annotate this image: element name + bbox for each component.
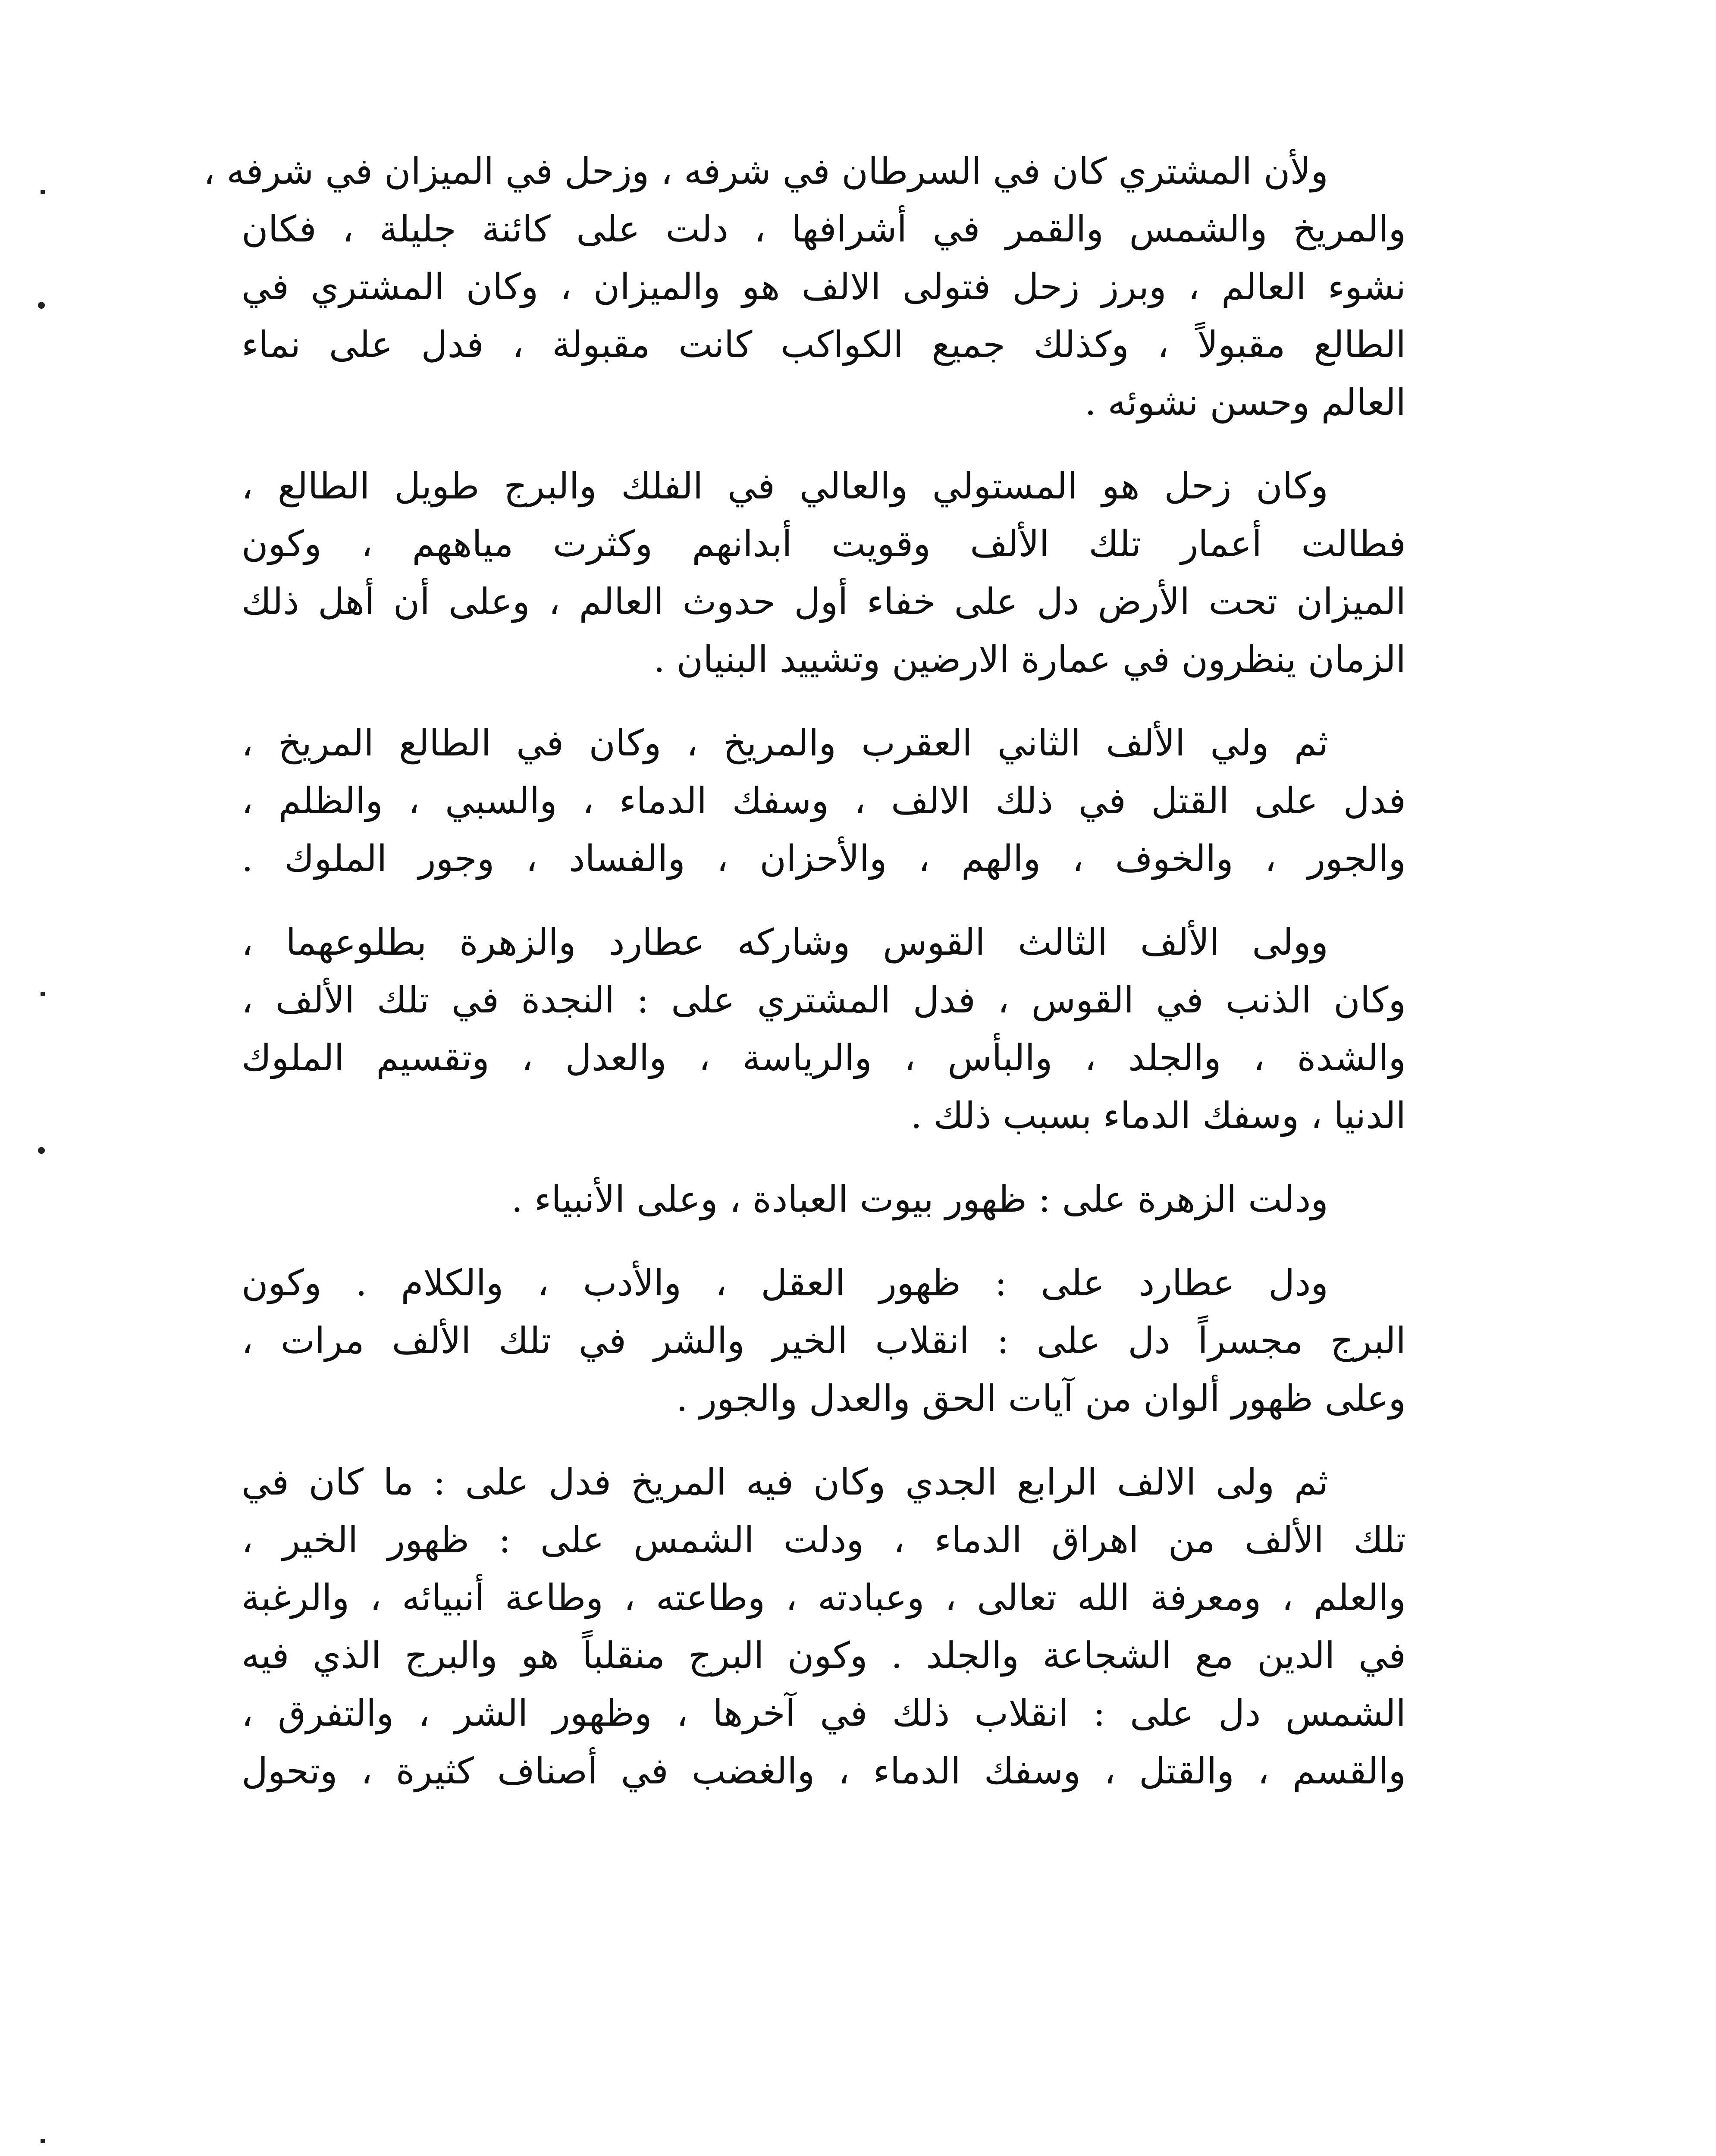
margin-speck (38, 1147, 45, 1154)
text-line: الطالع مقبولاً ، وكذلك جميع الكواكب كانت مقبولة ، فدل على نماء (242, 323, 1406, 366)
text-line: الشمس دل على : انقلاب ذلك في آخرها ، وظهور الشر ، والتفرق ، (242, 1692, 1406, 1734)
body-text (203, 142, 1406, 1826)
text-line: والقسم ، والقتل ، وسفك الدماء ، والغضب في أصناف كثيرة ، وتحول (242, 1750, 1406, 1792)
paragraph (203, 142, 1406, 431)
text-line: تلك الألف من اهراق الدماء ، ودلت الشمس على : ظهور الخير ، (242, 1519, 1406, 1561)
text-line: ثم ولى الالف الرابع الجدي وكان فيه المريخ فدل على : ما كان في (242, 1461, 1328, 1503)
text-line: وكان الذنب في القوس ، فدل المشتري على : النجدة في تلك الألف ، (242, 979, 1406, 1021)
margin-speck (41, 190, 45, 194)
text-line: ثم ولي الألف الثاني العقرب والمريخ ، وكان في الطالع المريخ ، (242, 722, 1328, 764)
text-line: فدل على القتل في ذلك الالف ، وسفك الدماء ، والسبي ، والظلم ، (242, 780, 1406, 822)
paragraph (242, 913, 1406, 1144)
text-line: والعلم ، ومعرفة الله تعالى ، وعبادته ، وطاعته ، وطاعة أنبيائه ، والرغبة (242, 1576, 1406, 1619)
paragraph (242, 1254, 1406, 1427)
text-line: الدنيا ، وسفك الدماء بسبب ذلك . (910, 1094, 1406, 1137)
text-line: والشدة ، والجلد ، والبأس ، والرياسة ، والعدل ، وتقسيم الملوك (242, 1037, 1406, 1079)
paragraph (242, 714, 1406, 887)
text-line: ولأن المشتري كان في السرطان في شرفه ، وزحل في الميزان في شرفه ، (203, 150, 1328, 192)
paragraph (242, 457, 1406, 688)
text-line: في الدين مع الشجاعة والجلد . وكون البرج منقلباً هو والبرج الذي فيه (242, 1634, 1406, 1677)
margin-speck (41, 992, 45, 996)
margin-speck (38, 302, 45, 309)
paragraph (242, 1453, 1406, 1800)
text-line: والجور ، والخوف ، والهم ، والأحزان ، والفساد ، وجور الملوك . (242, 837, 1406, 880)
text-line: الزمان ينظرون في عمارة الارضين وتشييد البنيان . (653, 638, 1406, 680)
text-line: البرج مجسراً دل على : انقلاب الخير والشر في تلك الألف مرات ، (242, 1319, 1406, 1362)
text-line: فطالت أعمار تلك الألف وقويت أبدانهم وكثرت مياههم ، وكون (242, 523, 1406, 565)
text-line: وكان زحل هو المستولي والعالي في الفلك والبرج طويل الطالع ، (242, 465, 1328, 507)
text-line: نشوء العالم ، وبرز زحل فتولى الالف هو والميزان ، وكان المشتري في (242, 266, 1406, 308)
text-line: الميزان تحت الأرض دل على خفاء أول حدوث العالم ، وعلى أن أهل ذلك (242, 580, 1406, 623)
text-line: العالم وحسن نشوئه . (1085, 381, 1406, 423)
paragraph (242, 1170, 1406, 1228)
text-line: وولى الألف الثالث القوس وشاركه عطارد والزهرة بطلوعهما ، (242, 921, 1328, 963)
text-line: وعلى ظهور ألوان من آيات الحق والعدل والجور . (676, 1377, 1406, 1420)
text-line: ودل عطارد على : ظهور العقل ، والأدب ، والكلام . وكون (242, 1262, 1328, 1304)
text-line: ودلت الزهرة على : ظهور بيوت العبادة ، وعلى الأنبياء . (511, 1178, 1328, 1220)
margin-speck (41, 2139, 45, 2143)
text-line: والمريخ والشمس والقمر في أشرافها ، دلت على كائنة جليلة ، فكان (242, 208, 1406, 250)
